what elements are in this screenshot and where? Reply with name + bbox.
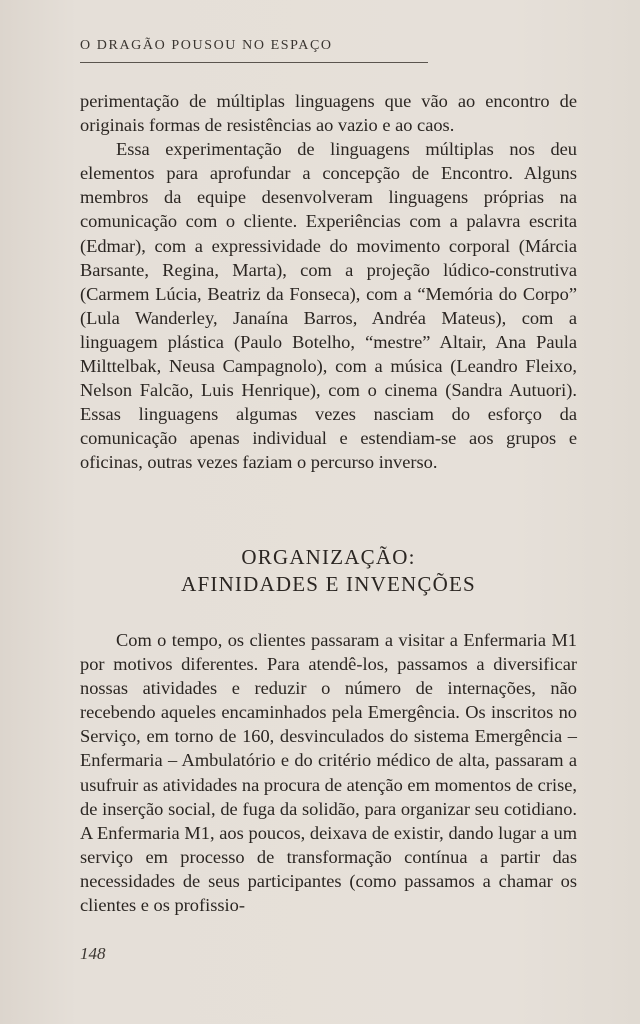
- section-title-line-2: AFINIDADES E INVENÇÕES: [181, 572, 476, 596]
- text-block-bottom: [80, 628, 577, 917]
- text-block-top: [80, 89, 577, 475]
- paragraph: Essa experimentação de linguagens múltiplas nos deu elementos para aprofundar a concepção de Encontro. Alguns membros da equipe desenvolveram linguagens próprias na comunicação com o cliente. Experiências com a palavra escrita (Edmar), com a expressividade do movimento corporal (Márcia Barsante, Regina, Marta), com a projeção lúdico-construtiva (Carmem Lúcia, Beatriz da Fonseca), com a “Memória do Corpo” (Lula Wanderley, Janaína Barros, Andréa Mateus), com a linguagem plástica (Paulo Botelho, “mestre” Altair, Ana Paula Milttelbak, Neusa Campagnolo), com a música (Leandro Fleixo, Nelson Falcão, Luis Henrique), com o cinema (Sandra Autuori). Essas linguagens algumas vezes nasciam do esforço da comunicação apenas individual e estendiam-se aos grupos e oficinas, outras vezes faziam o percurso inverso.: [80, 139, 577, 473]
- section-title: [80, 544, 577, 598]
- running-head: O DRAGÃO POUSOU NO ESPAÇO: [80, 38, 333, 53]
- paragraph-continued: perimentação de múltiplas linguagens que vão ao encontro de originais formas de resistências ao vazio e ao caos.: [80, 91, 577, 136]
- header-rule: [80, 62, 428, 63]
- page-number: 148: [80, 944, 106, 963]
- section-title-line-1: ORGANIZAÇÃO:: [241, 545, 416, 569]
- paragraph: Com o tempo, os clientes passaram a visitar a Enfermaria M1 por motivos diferentes. Para atendê-los, passamos a diversificar nossas atividades e reduzir o número de internações, não recebendo aqueles encaminhados pela Emergência. Os inscritos no Serviço, em torno de 160, desvinculados do sistema Emergência – Enfermaria – Ambulatório e do critério médico de alta, passaram a usufruir as atividades na procura de atenção em momentos de crise, de inserção social, de fuga da solidão, para organizar seu cotidiano. A Enfermaria M1, aos poucos, deixava de existir, dando lugar a um serviço em processo de transformação contínua a partir das necessidades de seus participantes (como passamos a chamar os clientes e os profissio-: [80, 630, 577, 916]
